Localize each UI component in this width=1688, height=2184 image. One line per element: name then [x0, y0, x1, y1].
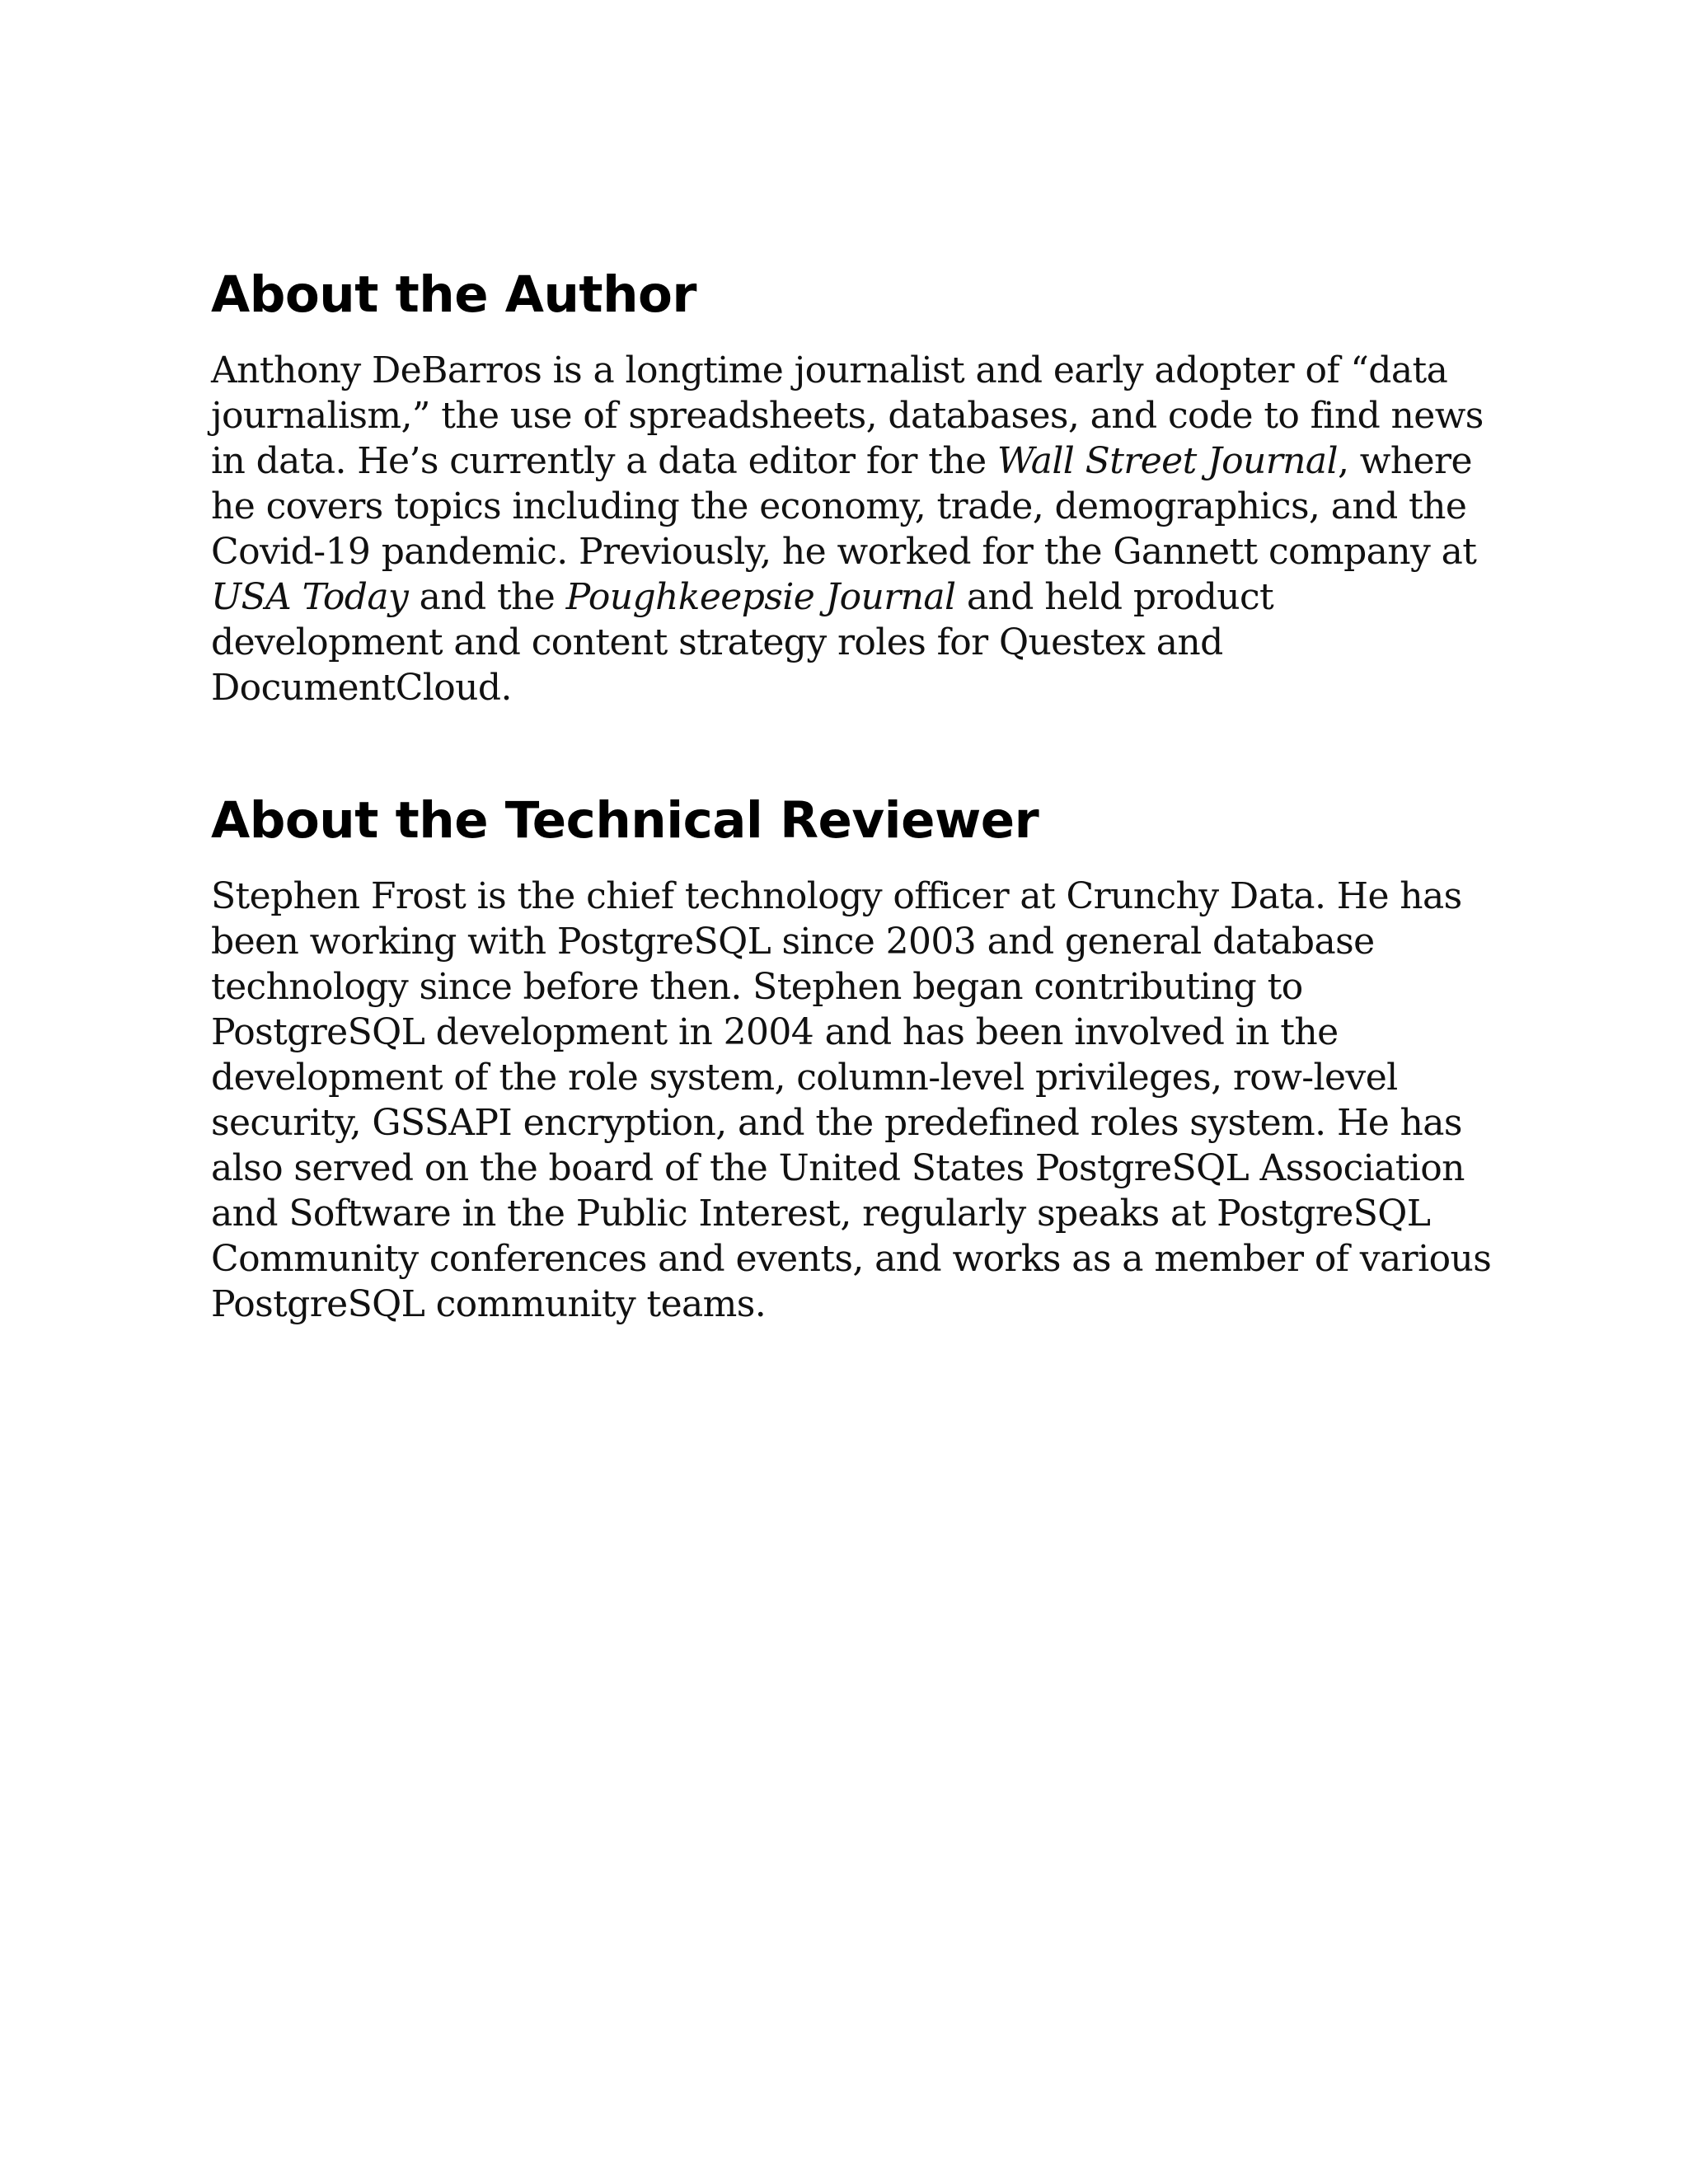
publication-title-poughkeepsie-journal: Poughkeepsie Journal: [565, 576, 956, 618]
about-reviewer-heading: About the Technical Reviewer: [211, 791, 1039, 850]
about-reviewer-section: [211, 790, 1497, 1327]
reviewer-bio-paragraph: Stephen Frost is the chief technology officer at Crunchy Data. He has been working with PostgreSQL since 2003 and general database technology since before then. Stephen began contributing to PostgreSQL development in 2004 and has been involved in the development of the role system, column-level privileges, row-level security, GSSAPI encryption, and the predefined roles system. He has also served on the board of the United States PostgreSQL Association and Software in the Public Interest, regularly speaks at PostgreSQL Community conferences and events, and works as a member of various PostgreSQL community teams.: [211, 875, 1492, 1325]
publication-title-wsj: Wall Street Journal: [996, 440, 1339, 482]
author-bio-text-1: Anthony DeBarros is a longtime journalist and early adopter of “data journalism,” the use of spreadsheets, databases, and code to find news in data. He’s currently a data editor for the: [211, 349, 1484, 482]
author-bio-text-3: and the: [408, 576, 566, 618]
about-author-heading: About the Author: [211, 265, 697, 324]
author-bio-text-2: , where he covers topics including the economy, trade, demographics, and the Covid-19 pandemic. Previously, he worked for the Gannett company at: [211, 440, 1477, 573]
author-bio-text-4: and held product development and content strategy roles for Questex and DocumentCloud.: [211, 576, 1274, 709]
author-bio-paragraph: [211, 348, 1497, 710]
publication-title-usa-today: USA Today: [211, 576, 409, 618]
document-page: [211, 264, 1497, 1327]
about-author-section: [211, 264, 1497, 710]
